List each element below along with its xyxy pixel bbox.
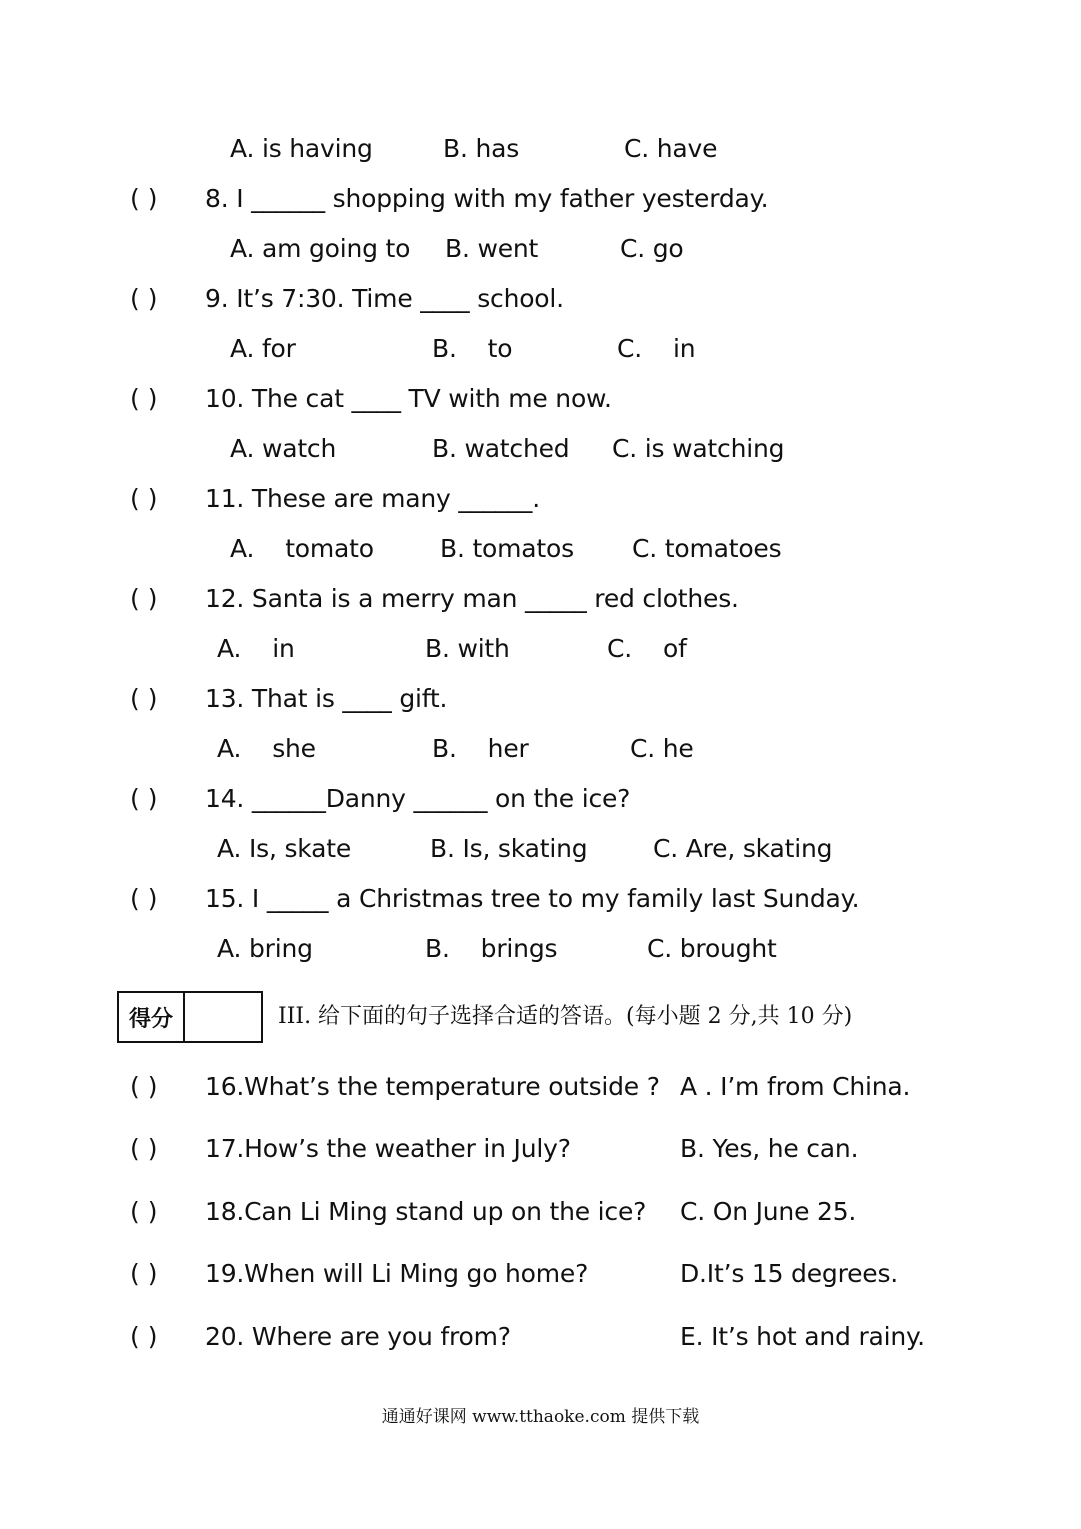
matching-answer: A . I’m from China. (680, 1072, 911, 1101)
option-c: C. in (617, 334, 696, 363)
option-b: B. brings (425, 934, 558, 963)
option-a: A. watch (230, 434, 337, 463)
answer-blank[interactable]: ( ) (130, 284, 158, 313)
matching-question: 18.Can Li Ming stand up on the ice? (205, 1197, 647, 1226)
matching-question: 19.When will Li Ming go home? (205, 1259, 589, 1288)
q7-option-a: A. is having (230, 134, 373, 163)
page-footer: 通通好课网 www.tthaoke.com 提供下载 (381, 1407, 700, 1427)
option-c: C. of (607, 634, 687, 663)
answer-blank[interactable]: ( ) (130, 1072, 158, 1101)
option-b: B. her (432, 734, 529, 763)
option-b: B. to (432, 334, 513, 363)
option-a: A. she (217, 734, 316, 763)
answer-blank[interactable]: ( ) (130, 584, 158, 613)
q7-option-c: C. have (624, 134, 718, 163)
option-b: B. tomatos (440, 534, 574, 563)
score-label: 得分 (119, 993, 185, 1041)
option-b: B. with (425, 634, 510, 663)
option-a: A. am going to (230, 234, 411, 263)
question-stem: 12. Santa is a merry man _____ red clothes. (205, 584, 739, 613)
option-a: A. in (217, 634, 295, 663)
answer-blank[interactable]: ( ) (130, 484, 158, 513)
matching-question: 20. Where are you from? (205, 1322, 511, 1351)
answer-blank[interactable]: ( ) (130, 1322, 158, 1351)
matching-answer: D.It’s 15 degrees. (680, 1259, 899, 1288)
answer-blank[interactable]: ( ) (130, 384, 158, 413)
answer-blank[interactable]: ( ) (130, 1259, 158, 1288)
matching-question: 16.What’s the temperature outside ? (205, 1072, 660, 1101)
answer-blank[interactable]: ( ) (130, 184, 158, 213)
option-b: B. watched (432, 434, 570, 463)
option-c: C. is watching (612, 434, 785, 463)
answer-blank[interactable]: ( ) (130, 884, 158, 913)
question-stem: 10. The cat ____ TV with me now. (205, 384, 612, 413)
option-c: C. Are, skating (653, 834, 833, 863)
matching-answer: E. It’s hot and rainy. (680, 1322, 925, 1351)
matching-question: 17.How’s the weather in July? (205, 1134, 571, 1163)
option-c: C. he (630, 734, 694, 763)
question-stem: 9. It’s 7:30. Time ____ school. (205, 284, 564, 313)
option-b: B. Is, skating (430, 834, 588, 863)
option-a: A. tomato (230, 534, 374, 563)
question-stem: 13. That is ____ gift. (205, 684, 448, 713)
option-a: A. for (230, 334, 296, 363)
option-c: C. go (620, 234, 684, 263)
option-c: C. brought (647, 934, 777, 963)
option-b: B. went (445, 234, 539, 263)
question-stem: 15. I _____ a Christmas tree to my family last Sunday. (205, 884, 860, 913)
matching-answer: C. On June 25. (680, 1197, 857, 1226)
option-a: A. Is, skate (217, 834, 352, 863)
answer-blank[interactable]: ( ) (130, 1197, 158, 1226)
question-stem: 8. I ______ shopping with my father yesterday. (205, 184, 769, 213)
question-stem: 11. These are many ______. (205, 484, 540, 513)
score-blank[interactable] (185, 993, 261, 1041)
matching-answer: B. Yes, he can. (680, 1134, 859, 1163)
score-box (117, 991, 263, 1043)
answer-blank[interactable]: ( ) (130, 784, 158, 813)
answer-blank[interactable]: ( ) (130, 1134, 158, 1163)
section-title: III. 给下面的句子选择合适的答语。(每小题 2 分,共 10 分) (278, 1004, 853, 1029)
answer-blank[interactable]: ( ) (130, 684, 158, 713)
option-c: C. tomatoes (632, 534, 782, 563)
question-stem: 14. ______Danny ______ on the ice? (205, 784, 631, 813)
option-a: A. bring (217, 934, 313, 963)
q7-option-b: B. has (443, 134, 520, 163)
